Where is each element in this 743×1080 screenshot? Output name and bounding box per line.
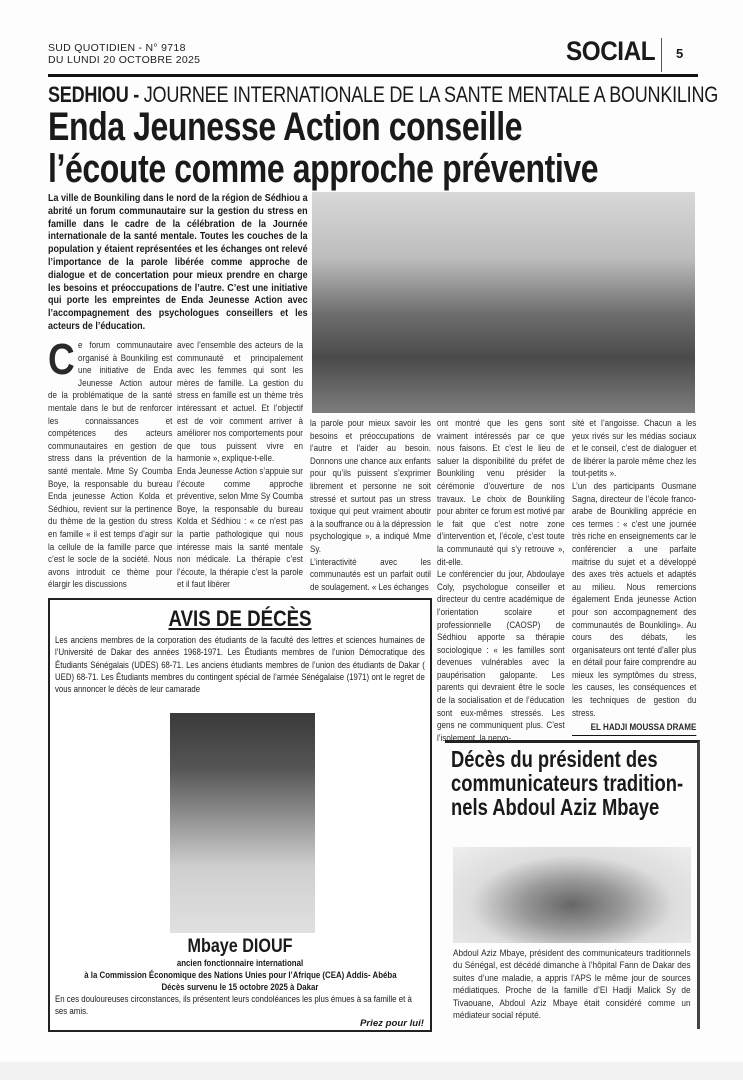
forum-photo xyxy=(312,192,695,413)
obituary-text: Les anciens membres de la corporation des étudiants de la faculté des lettres et sciences humaines de l’Université de Dakar des années 1968-1971. Les Étudiants membres de l’union Démocratique des Étudiants Sénégalais (UDES) 68-71. Les anciens étudiants membres de l’union des étudiants de Dakar ( UED) 68-71. Les Étudiants membres du contingent spécial de l’armée Sénégalaise (1971) ont le regret de vous annoncer le décès de leur camarade xyxy=(55,635,425,696)
article-column-4 xyxy=(437,418,565,745)
portrait-photo xyxy=(453,847,691,943)
article-column-3 xyxy=(310,418,431,594)
deceased-title: ancien fonctionnaire international xyxy=(176,958,304,969)
condolences: En ces douloureuses circonstances, ils présentent leurs condoléances les plus émues à sa famille et à ses amis. xyxy=(55,994,412,1018)
headline-line: nels Abdoul Aziz Mbaye xyxy=(451,794,660,820)
issue-date: DU LUNDI 20 OCTOBRE 2025 xyxy=(48,54,201,66)
death-date: Décès survenu le 15 octobre 2025 à Dakar xyxy=(161,982,319,993)
column-text: L’un des participants Ousmane Sagna, directeur de l’école franco-arabe de Bounkiling apprécie en ces termes : « c’est une journée très riche en enseignements car le conférencier a une parfaite maitrise du sujet et a développé des axes très actuels et adaptés au milieu. Nous remercions également Enda jeunesse Action pour son accompagnement des communautés de Bounkiling». Au cours des débats, les organisateurs ont tenté d’aller plus en détail pour faire comprendre au mieux les symptômes du stress, les causes, les conséquences et les techniques de gestion du stress. xyxy=(572,480,697,719)
section-name: SOCIAL xyxy=(566,36,656,66)
header-rule xyxy=(48,74,698,77)
article-column-2 xyxy=(177,340,303,592)
article-column-1 xyxy=(48,335,173,592)
kicker-place: SEDHIOU - xyxy=(48,82,140,107)
column-text: Enda Jeunesse Action s’appuie sur l’écoute comme approche préventive, selon Mme Sy Coumba Boye, la responsable du bureau Kolda et Sédhiou : « ce n’est pas la partie pathologique qui nous intéresse mais la santé mentale non médicale. La thérapie c’est l’écoute, la thérapie c’est la parole et il faut libérer xyxy=(177,465,303,591)
issue-number: SUD QUOTIDIEN - N° 9718 xyxy=(48,42,186,54)
secondary-article-text: Abdoul Aziz Mbaye, président des communicateurs traditionnels du Sénégal, est décédé dimanche à l’hôpital Fann de Dakar des suites d’une maladie, a appris l’APS le même jour de sources médiatiques. Proche de la famille d’El Hadji Malick Sy de Tivaouane, Abdoul Aziz Mbaye était considéré comme un médiateur social réputé. xyxy=(453,947,691,1021)
headline-line: communicateurs tradition- xyxy=(451,770,684,796)
obituary-title: AVIS DE DÉCÈS xyxy=(168,606,312,631)
byline: EL HADJI MOUSSA DRAME xyxy=(572,722,696,736)
kicker-topic: JOURNEE INTERNATIONALE DE LA SANTE MENTALE A BOUNKILING xyxy=(139,82,719,107)
closing-prayer: Priez pour lui! xyxy=(360,1018,424,1029)
deceased-name: Mbaye DIOUF xyxy=(187,936,293,957)
secondary-article xyxy=(445,740,700,1029)
secondary-headline xyxy=(451,747,707,819)
column-text: Le conférencier du jour, Abdoulaye Coly, psychologue conseiller et directeur du centre académique de l’orientation scolaire et professionnelle (CAOSP) de Sédhiou apporte sa thérapie sociologique : « les familles sont devenues vulnérables avec la paupérisation galopante. Les parents qui devraient être le socle de la socialisation et de l’éducation sont eux-mêmes stressés. Les gens ne communiquent plus. C’est l’isolement, la nervo- xyxy=(437,569,565,744)
column-text: L’interactivité avec les communautés est un parfait outil de soulagement. « Les échanges xyxy=(310,556,431,593)
article-lead: La ville de Bounkiling dans le nord de la région de Sédhiou a abrité un forum communautaire sur la gestion du stress en famille dans le cadre de la célébration de la Journée internationale de la santé mentale. Toutes les couches de la population y étaient représentées et les échanges ont relevé l’importance de la parole libérée comme approche de dialogue et de concertation pour mieux prendre en charge les besoins et préoccupations de l’autre. C’est une initiative qui porte les empreintes de Enda Jeunesse Action avec l’accompagnement des psychologues conseillers et les acteurs de l’éducation. xyxy=(48,193,308,332)
deceased-organization: à la Commission Économique des Nations Unies pour l’Afrique (CEA) Addis- Abéba xyxy=(84,970,397,981)
headline-line: l’écoute comme approche préventive xyxy=(48,147,599,191)
page-number: 5 xyxy=(676,46,684,61)
drop-cap: C xyxy=(48,335,75,384)
obituary-notice xyxy=(48,598,432,1032)
section-divider xyxy=(661,38,662,72)
column-text: la parole pour mieux savoir les besoins et préoccupations de l’autre et l’aider au besoin. Donnons une chance aux enfants pour qu’ils puissent s’exprimer librement et personne ne soit stressé et surtout pas un stress toxique qui peut vraiment aboutir à la souffrance ou à la dépression psychologique », a indiqué Mme Sy. xyxy=(310,418,431,555)
article-headline xyxy=(48,106,688,190)
column-text: sité et l’angoisse. Chacun a les yeux rivés sur les médias sociaux et le conseil, c’est de dialoguer et de libérer la parole même chez les tout-petits ». xyxy=(572,418,697,480)
column-text: e forum communautaire organisé à Bounkiling est une initiative de Enda Jeunesse Action autour de la problématique de la santé mentale dans le but de renforcer les connaissances et compétences des acteurs communautaires en gestion de stress dans la prévention de la santé mentale. Mme Sy Coumba Boye, la responsable du bureau Enda jeunesse Action Kolda et Sédhiou, revient sur la pertinence du thème de la gestion du stress en famille « il est temps d’agir sur la cellule de la famille parce que c’est le socle de la société. Nous avons introduit ce thème pour élargir les discussions xyxy=(48,340,173,591)
headline-line: Décès du président des xyxy=(451,746,658,772)
column-text: ont montré que les gens sont vraiment intéressés par ce que nous faisons. Et c’est le lieu de saluer la disponibilité du préfet de Bounkiling venu présider la cérémonie d’ouverture de nos travaux. Le choix de Bounkiling pour abriter ce forum est motivé par le fait que c’est notre zone d’intervention et, l’école, c’est toute la communauté qui s’y retrouve », dit-elle. xyxy=(437,418,565,568)
article-column-5 xyxy=(572,418,696,736)
headline-line: Enda Jeunesse Action conseille xyxy=(48,105,523,149)
column-text: avec l’ensemble des acteurs de la communauté et principalement avec les femmes qui sont les mères de famille. La gestion du stress en famille est un thème très intéressant et actuel. Et l’objectif est de voir comment arriver à améliorer nos comportements pour que tous puissent vivre en harmonie », explique-t-elle. xyxy=(177,340,303,465)
portrait-photo xyxy=(170,713,315,933)
masthead xyxy=(48,42,200,66)
